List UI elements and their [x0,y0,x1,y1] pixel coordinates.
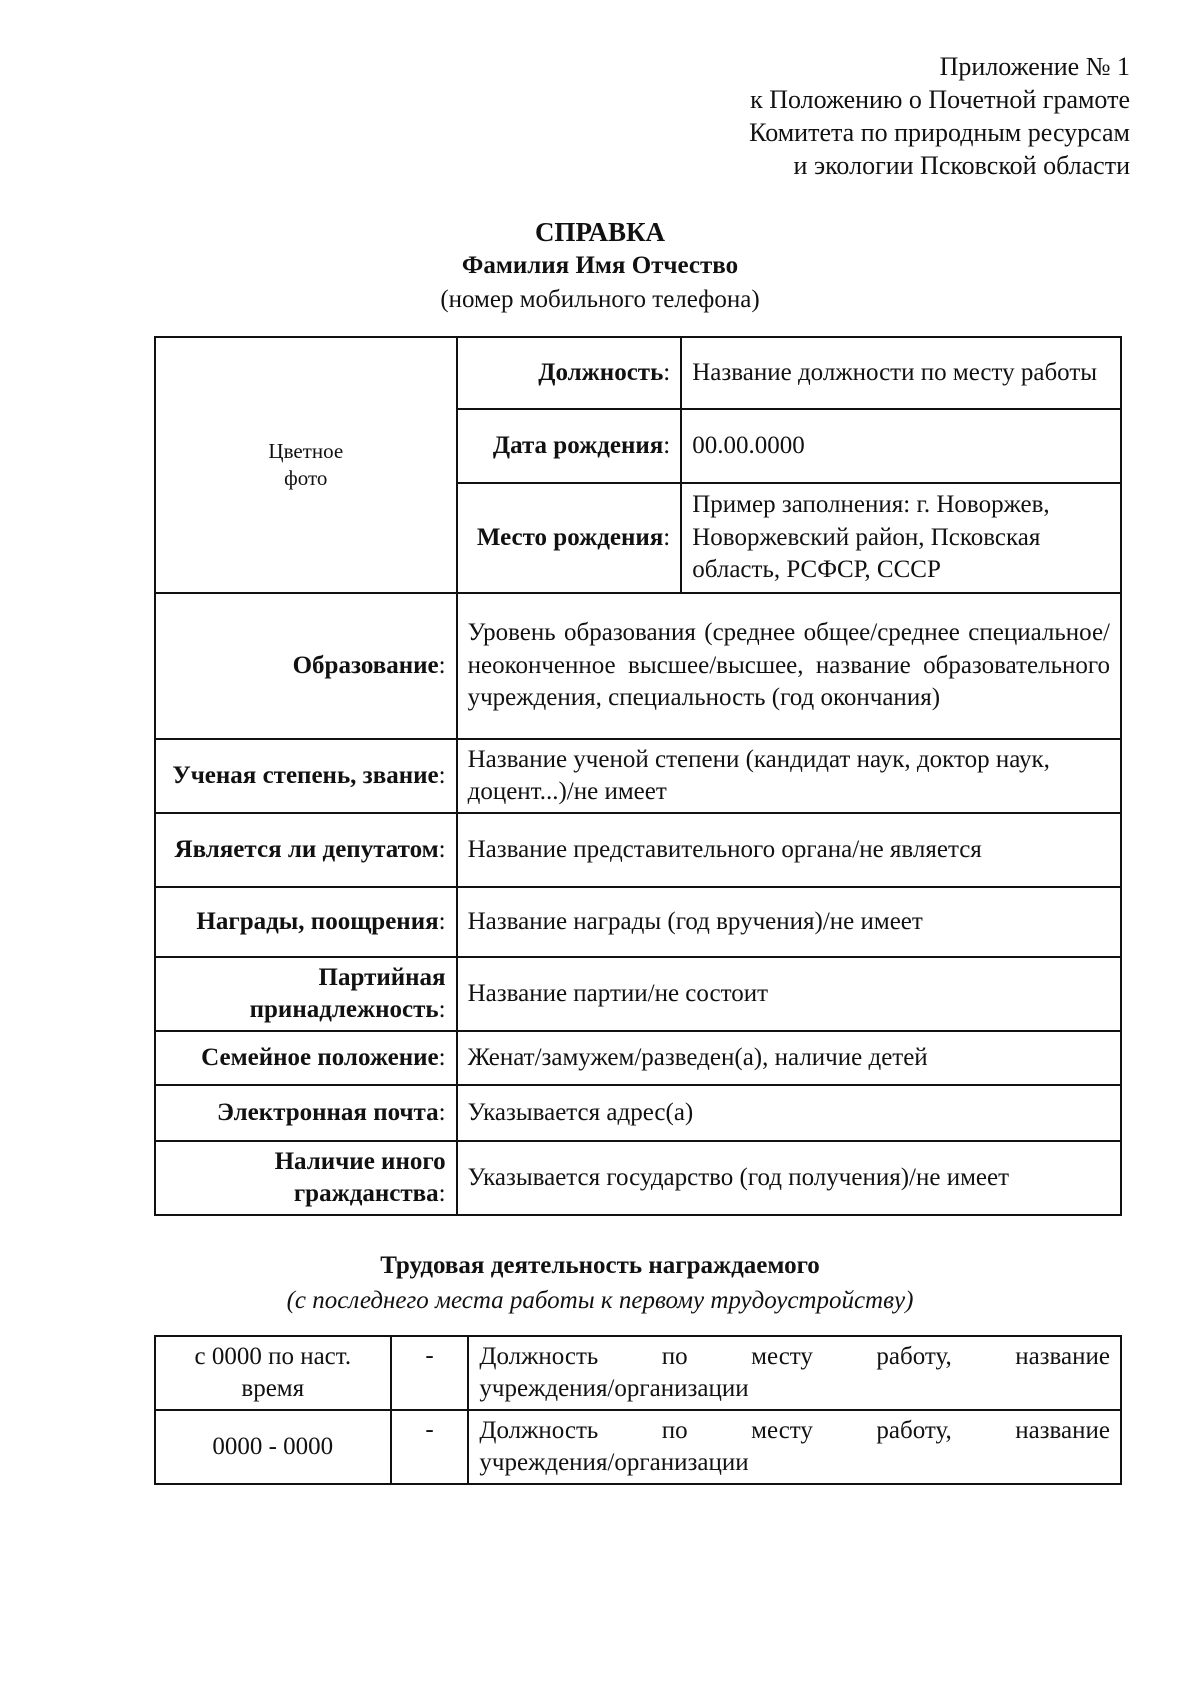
person-name: Фамилия Имя Отчество [461,252,739,279]
work-history-header [0,1248,1200,1318]
deputy-value: Название представительного органа/не является [457,813,1121,887]
family-label: Семейное положение: [155,1031,457,1085]
photo-label-line-1: Цветное [268,439,344,463]
degree-label: Ученая степень, звание: [155,739,457,813]
birth-place-value: Пример заполнения: г. Новоржев, Новоржевский район, Псковская область, РСФСР, СССР [681,483,1121,593]
table-row [155,1336,1121,1410]
position-value: Название должности по месту работы [681,337,1121,409]
awards-label: Награды, поощрения: [155,887,457,957]
degree-value: Название ученой степени (кандидат наук, доктор наук, доцент...)/не имеет [457,739,1121,813]
annex-reference [749,50,1130,182]
work-period: с 0000 по наст. время [155,1336,391,1410]
document-title: СПРАВКА [534,217,666,247]
work-history-title: Трудовая деятельность награждаемого [380,1252,820,1279]
party-label: Партийная принадлежность: [155,957,457,1031]
annex-line-1: Приложение № 1 [939,52,1130,81]
work-description: Должность по месту работу, название учреждения/организации [468,1410,1121,1484]
phone-placeholder: (номер мобильного телефона) [440,286,760,313]
position-label: Должность: [457,337,682,409]
birth-place-label: Место рождения: [457,483,682,593]
education-label: Образование: [155,593,457,739]
citizenship-value: Указывается государство (год получения)/не имеет [457,1141,1121,1215]
birth-date-value: 00.00.0000 [681,409,1121,483]
email-value: Указывается адрес(а) [457,1085,1121,1141]
deputy-label: Является ли депутатом: [155,813,457,887]
work-history-table [154,1335,1122,1485]
family-value: Женат/замужем/разведен(а), наличие детей [457,1031,1121,1085]
work-dash: - [391,1410,469,1484]
work-period: 0000 - 0000 [155,1410,391,1484]
email-label: Электронная почта: [155,1085,457,1141]
awards-value: Название награды (год вручения)/не имеет [457,887,1121,957]
citizenship-label: Наличие иного гражданства: [155,1141,457,1215]
annex-line-4: и экологии Псковской области [793,151,1130,180]
annex-line-2: к Положению о Почетной грамоте [750,85,1130,114]
photo-label-line-2: фото [284,466,328,490]
document-header [0,215,1200,317]
personal-info-table [154,336,1122,1216]
annex-line-3: Комитета по природным ресурсам [749,118,1130,147]
work-dash: - [391,1336,469,1410]
photo-cell [155,337,457,593]
birth-date-label: Дата рождения: [457,409,682,483]
table-row [155,1410,1121,1484]
work-history-subtitle: (с последнего места работы к первому трудоустройству) [286,1287,914,1314]
education-value: Уровень образования (среднее общее/среднее специальное/неоконченное высшее/высшее, название образовательного учреждения, специальность (год окончания) [457,593,1121,739]
work-description: Должность по месту работу, название учреждения/организации [468,1336,1121,1410]
party-value: Название партии/не состоит [457,957,1121,1031]
